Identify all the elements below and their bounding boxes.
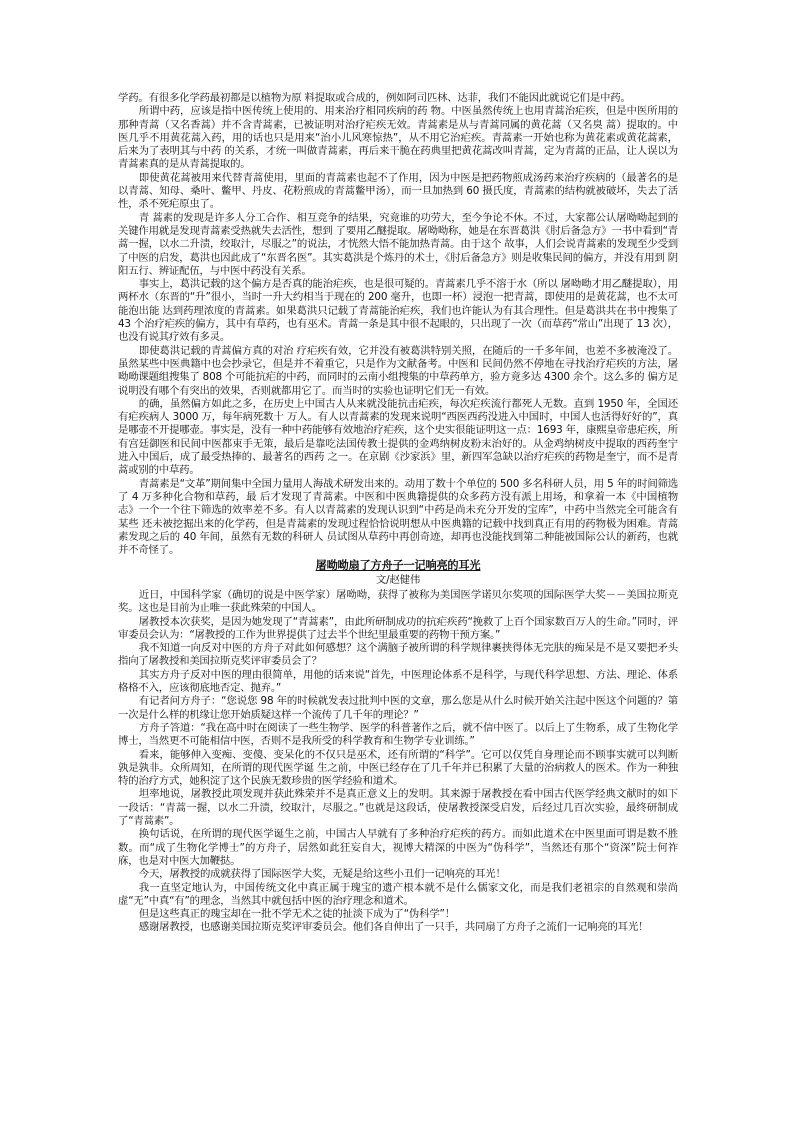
- paragraph: 的确，虽然偏方如此之多，在历史上中国古人从来就没能抗击疟疾，每次疟疾流行都死人无数。直到 1950 年，全国还有疟疾病人 3000 万，每年病死数十 万人。有人以青蒿素的发现来说明“西医西药没进入中国时，中国人也活得好好的”，真是哪壶不开提哪壶。事实是，没有一种中药能够有效地治疗疟疾，这个史实很能证明这一点：1693 年，康熙皇帝患疟疾，所有宫廷御医和民间中医都束手无策，最后是靠吃法国传教士提供的金鸡纳树皮粉末治好的。从金鸡纳树皮中提取的西药奎宁进入中国后，成了最受热捧的、最著名的西药 之一。在京剧《沙家浜》里，新四军急缺以治疗疟疾的药物是奎宁，而不是青蒿或别的中草药。: [118, 397, 678, 477]
- paragraph: 换句话说，在所谓的现代医学诞生之前，中国古人早就有了多种治疗疟疾的药方。而如此道术在中医里面可谓是数不胜数。而“成了生物化学博士”的方舟子，居然如此狂妄自大，视博大精深的中医为“伪科学”，当然还有那个“资深”院士何祚庥，也是对中医大加鞭挞。: [118, 828, 678, 867]
- paragraph: 有记者问方舟子：“您说您 98 年的时候就发表过批判中医的文章，那么您是从什么时候开始关注起中医这个问题的？第一次是什么样的机缘让您开始质疑这样一个流传了几千年的理论？”: [118, 695, 678, 721]
- paragraph: 我一直坚定地认为，中国传统文化中真正属于瑰宝的遗产根本就不是什么儒家文化，而是我们老祖宗的自然观和崇尚虚“无”中真“有”的理念，当然其中就包括中医的治疗理念和道术。: [118, 881, 678, 907]
- paragraph: 即使黄花蒿被用来代替青蒿使用，里面的青蒿素也起不了作用，因为中医是把药物煎成汤药来治疗疾病的（最著名的是以青蒿、知母、桑叶、鳖甲、丹皮、花粉煎成的青蒿鳖甲汤），而一旦加热到 60 摄氏度，青蒿素的结构就被破坏，失去了活性，杀不死疟原虫了。: [118, 171, 678, 211]
- article-title: 屠呦呦扇了方舟子一记响亮的耳光: [315, 559, 481, 573]
- paragraph: 事实上，葛洪记载的这个偏方是否真的能治疟疾，也是很可疑的。青蒿素几乎不溶于水（所以 屠呦呦才用乙醚提取），用两杯水（东晋的“升”很小，当时一升大约相当于现在的 200 毫升，也即一杯）浸泡一把青蒿，即使用的是黄花蒿，也不太可能泡出能 达到药理浓度的青蒿素。如果葛洪只记载了青蒿能治疟疾，我们也许能认为有其合理性。但是葛洪共在书中搜集了 43 个治疗疟疾的偏方，其中有草药，也有巫术。青蒿一条是其中很不起眼的，只出现了一次（而草药“常山”出现了 13 次），也没有说其疗效有多灵。: [118, 278, 678, 344]
- document-page: [118, 92, 678, 935]
- paragraph: 今天，屠教授的成就获得了国际医学大奖，无疑是给这些小丑们一记响亮的耳光！: [138, 868, 506, 881]
- paragraph: 近日，中国科学家（确切的说是中医学家）屠呦呦，获得了被称为美国医学诺贝尔奖项的国际医学大奖－－美国拉斯克奖。这也是目前为止唯一获此殊荣的中国人。: [118, 588, 678, 615]
- paragraph: 屠教授本次获奖，是因为她发现了“青蒿素”，由此所研制成功的抗疟疾药“挽救了上百个国家数百万人的生命。”同时，评审委员会认为：“屠教授的工作为世界提供了过去半个世纪里最重要的药物干预方案。”: [118, 615, 678, 641]
- paragraph: 其实方舟子反对中医的理由很简单，用他的话来说“首先，中医理论体系不是科学，与现代科学思想、方法、理论、体系格格不入，应该彻底地否定、抛弃。”: [118, 668, 678, 695]
- paragraph: 坦率地说，屠教授此项发现并获此殊荣并不是真正意义上的发明。其来源于屠教授在看中国古代医学经典文献时的如下一段话：“青蒿一握，以水二升渍，绞取汁，尽服之。”也就是这段话，使屠教授深受启发，后经过几百次实验，最终研制成了“青蒿素”。: [118, 788, 678, 828]
- paragraph: 我不知道一向反对中医的方舟子对此如何感想？这个满脑子被所谓的科学规律裹挟得体无完肤的痴呆是不是又要把矛头指向了屠教授和美国拉斯克奖评审委员会了？: [118, 642, 678, 668]
- paragraph: 看来，能够伸入变痴、变傻、变呆化的不仅只是巫术，还有所谓的“科学”。它可以仅凭自身理论而不顾事实就可以判断孰是孰非。众所周知，在所谓的现代医学诞 生之前，中医已经存在了几千年并已积累了大量的治病救人的医术。作为一种独特的治疗方式，她积淀了这个民族无数珍贵的医学经验和道术。: [118, 748, 678, 788]
- paragraph: 青 蒿素的发现是许多人分工合作、相互竞争的结果，究竟谁的功劳大，至今争论不休。不过，大家都公认屠呦呦起到的关键作用就是发现青蒿素受热就失去活性，想到 了要用乙醚提取。屠呦呦称，她是在东晋葛洪《肘后备急方》一书中看到“青蒿一握，以水二升渍，绞取汁，尽服之”的说法，才恍然大悟不能加热青蒿。由于这个 故事，人们会说青蒿素的发现至少受到了中医的启发，葛洪也因此成了“东晋名医”。其实葛洪是个炼丹的术士，《肘后备急方》则是收集民间的偏方，并没有用到 阴阳五行、辨证配伍，与中医中药没有关系。: [118, 211, 678, 277]
- paragraph: 学药。有很多化学药最初都是以植物为原 料提取或合成的，例如阿司匹林、达菲，我们不能因此就说它们是中药。: [118, 92, 631, 104]
- article-author: 文/赵健伟: [375, 573, 421, 586]
- paragraph: 感谢屠教授，也感谢美国拉斯克奖评审委员会。他们各自伸出了一只手，共同扇了方舟子之流们一记响亮的耳光！: [138, 921, 649, 934]
- paragraph: 即使葛洪记载的青蒿偏方真的对治 疗疟疾有效，它并没有被葛洪特别关照，在随后的一千多年间，也差不多被淹没了。虽然某些中医典籍中也会抄录它，但是并不着重它，只是作为文献备考。中医和 民间仍然不停地在寻找治疗疟疾的方法，屠呦呦课题组搜集了 808 个可能抗疟的中药，而同时的云南小组搜集的中草药单方，验方竟多达 4300 余个。这么多的 偏方足说明没有哪个有突出的效果，否则就都用它了。而当时的实验也证明它们无一有效。: [118, 344, 678, 397]
- paragraph: 所谓中药，应该是指中医传统上使用的、用来治疗相同疾病的药 物。中医虽然传统上也用青蒿治疟疾，但是中医所用的那种青蒿（又名香蒿）并不含青蒿素，已被证明对治疗疟疾无效。青蒿素是从与青蒿同属的黄花蒿（又名臭 蒿）提取的。中医几乎不用黄花蒿入药，用的话也只是用来“治小儿风寒惊热”，从不用它治疟疾。青蒿素一开始也称为黄花素或黄花蒿素，后来为了表明其与中药 的关系，才统一叫做青蒿素，再后来干脆在药典里把黄花蒿改叫青蒿，定为青蒿的正品，让人误以为青蒿素真的是从青蒿提取的。: [118, 105, 678, 171]
- paragraph: 方舟子答道：“我在高中时在阅读了一些生物学、医学的科普著作之后，就不信中医了。以后上了生物系，成了生物化学博士，当然更不可能相信中医，否则不是我所受的科学教育和生物学专业训练。”: [118, 721, 678, 748]
- paragraph: 但是这些真正的瑰宝却在一批不学无术之徒的扯淡下成为了“伪科学”！: [138, 908, 455, 921]
- paragraph: 青蒿素是“文革”期间集中全国力量用人海战术研发出来的。动用了数十个单位的 500 多名科研人员，用 5 年的时间筛选了 4 万多种化合物和草药，最 后才发现了青蒿素。中医和中医典籍提供的众多药方没有派上用场，和拿着一本《中国植物志》一个一个往下筛选的效率差不多。有人以青蒿素的发现认识到“中药是尚未充分开发的宝库”，中药中当然完全可能含有某些 还未被挖掘出来的化学药，但是青蒿素的发现过程恰恰说明想从中医典籍的记载中找到真正有用的药物极为困难。青蒿素发现之后的 40 年间，虽然有无数的科研人 员试图从草药中再创奇迹，却再也没能找到第二种能被国际公认的新药，也就并不奇怪了。: [118, 477, 678, 557]
